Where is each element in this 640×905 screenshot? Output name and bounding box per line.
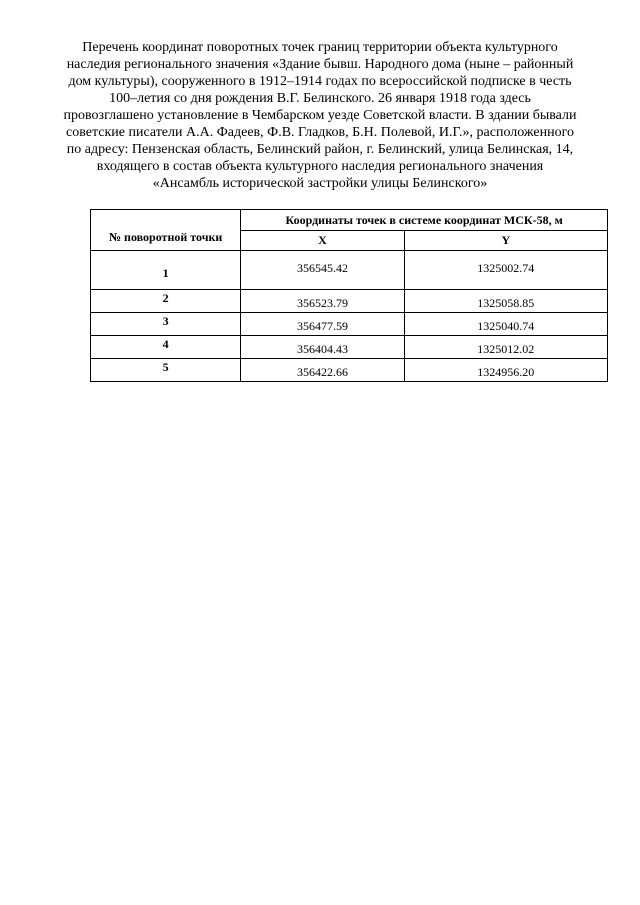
title-line: 100–летия со дня рождения В.Г. Белинского. 26 января 1918 года здесь (109, 91, 531, 106)
table-row (91, 359, 608, 382)
header-x: X (241, 231, 404, 251)
title-line: по адресу: Пензенская область, Белинский район, г. Белинский, улица Белинская, 14, (66, 142, 574, 157)
y-coordinate-cell: 1325002.74 (404, 251, 607, 290)
x-coordinate-cell: 356545.42 (241, 251, 404, 290)
point-number-cell: 1 (91, 251, 241, 290)
table-row (91, 251, 608, 290)
title-line: «Ансамбль исторической застройки улицы Белинского» (152, 176, 488, 191)
x-coordinate-cell: 356404.43 (241, 336, 404, 359)
table-row (91, 290, 608, 313)
x-coordinate-cell: 356422.66 (241, 359, 404, 382)
x-coordinate-cell: 356523.79 (241, 290, 404, 313)
point-number-cell: 5 (91, 359, 241, 382)
document-title (40, 39, 600, 192)
header-coordinates: Координаты точек в системе координат МСК-58, м (241, 210, 608, 231)
point-number-cell: 2 (91, 290, 241, 313)
point-number-cell: 4 (91, 336, 241, 359)
point-number-cell: 3 (91, 313, 241, 336)
title-line: наследия регионального значения «Здание бывш. Народного дома (ныне – районный (66, 57, 574, 72)
y-coordinate-cell: 1325058.85 (404, 290, 607, 313)
header-point-number: № поворотной точки (91, 210, 241, 251)
x-coordinate-cell: 356477.59 (241, 313, 404, 336)
table-row (91, 313, 608, 336)
title-line: входящего в состав объекта культурного наследия регионального значения (96, 159, 544, 174)
coordinates-table (90, 209, 608, 382)
title-line: советские писатели А.А. Фадеев, Ф.В. Гладков, Б.Н. Полевой, И.Г.», расположенного (66, 125, 574, 140)
title-line: провозглашено установление в Чембарском уезде Советской власти. В здании бывали (63, 108, 577, 123)
y-coordinate-cell: 1324956.20 (404, 359, 607, 382)
y-coordinate-cell: 1325012.02 (404, 336, 607, 359)
table-row (91, 336, 608, 359)
title-line: дом культуры), сооруженного в 1912–1914 годах по всероссийской подписке в честь (68, 74, 572, 89)
title-line: Перечень координат поворотных точек границ территории объекта культурного (82, 40, 558, 55)
table-header-row (91, 210, 608, 231)
y-coordinate-cell: 1325040.74 (404, 313, 607, 336)
header-y: Y (404, 231, 607, 251)
